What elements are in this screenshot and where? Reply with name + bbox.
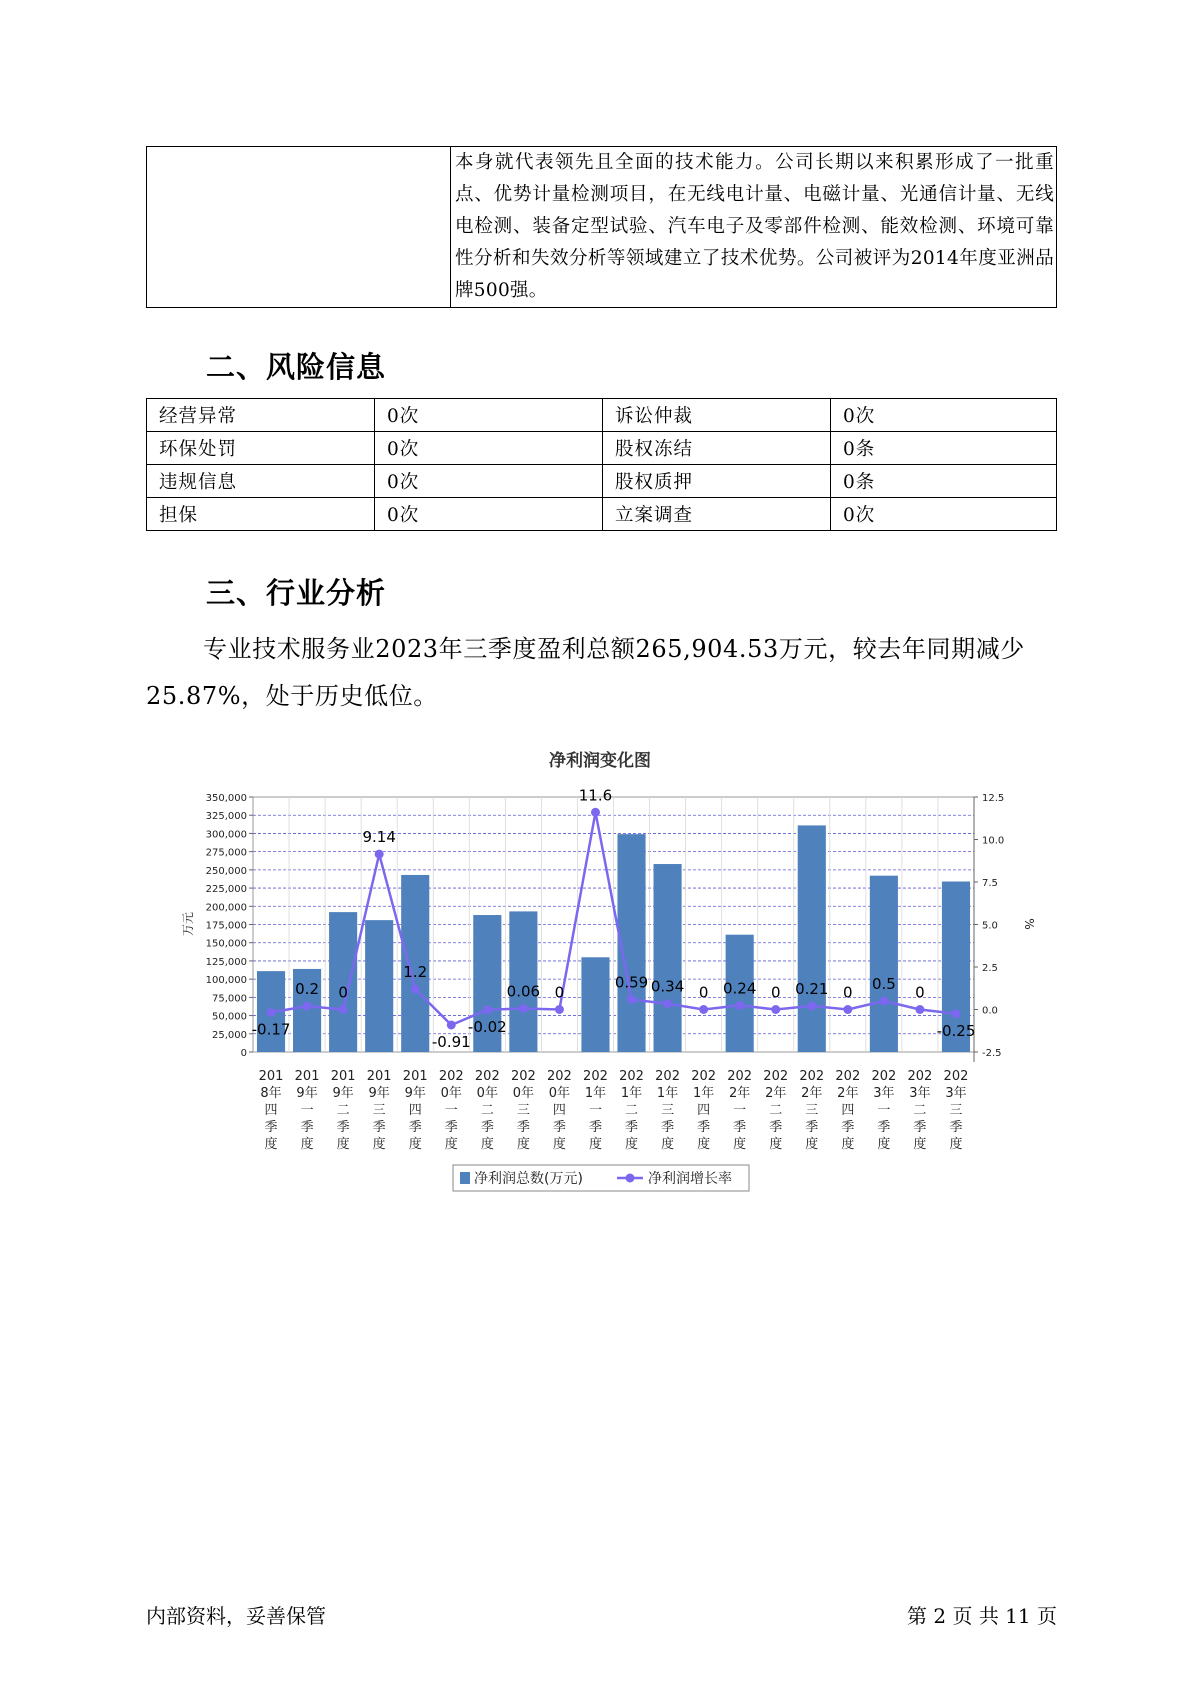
y2-tick-label: 0.0 — [982, 1005, 998, 1017]
y-tick-label: 0 — [240, 1048, 247, 1059]
growth-rate-data-label: 0.2 — [295, 980, 320, 999]
growth-rate-data-label: 11.6 — [578, 786, 613, 805]
x-tick-label: 202 2年三季度 — [799, 1069, 825, 1152]
risk-value: 0条 — [831, 465, 1057, 498]
bar — [798, 825, 826, 1052]
growth-rate-point — [663, 999, 672, 1008]
y-axis-label: 万元 — [181, 911, 195, 937]
bar — [581, 957, 609, 1052]
growth-rate-data-label: 0.59 — [614, 973, 649, 992]
y-tick-label: 225,000 — [205, 884, 247, 896]
y2-tick-label: 7.5 — [982, 878, 998, 889]
risk-label: 股权质押 — [603, 465, 831, 498]
company-description: 本身就代表领先且全面的技术能力。公司长期以来积累形成了一批重点、优势计量检测项目，在无线电计量、电磁计量、光通信计量、无线电检测、装备定型试验、汽车电子及零部件检测、能效检测、环境可靠性分析和失效分析等领域建立了技术优势。公司被评为2014年度亚洲品牌500强。 — [455, 152, 1054, 301]
risk-value: 0条 — [831, 432, 1057, 465]
y2-tick-label: 10.0 — [982, 835, 1005, 847]
industry-analysis-paragraph: 专业技术服务业2023年三季度盈利总额265,904.53万元，较去年同期减少25.87%，处于历史低位。 — [146, 635, 1025, 710]
growth-rate-data-label: -0.02 — [467, 1017, 507, 1036]
y-tick-label: 200,000 — [205, 902, 247, 914]
y-tick-label: 100,000 — [205, 975, 247, 987]
legend-bar-label: 净利润总数(万元) — [474, 1171, 583, 1187]
footer-page-number: 第 2 页 共 11 页 — [907, 1604, 1057, 1628]
x-tick-label: 201 8年四季度 — [258, 1069, 284, 1152]
y-tick-label: 300,000 — [205, 829, 247, 841]
legend-line-label: 净利润增长率 — [648, 1171, 732, 1187]
industry-section-heading: 三、行业分析 — [206, 576, 387, 610]
risk-value: 0次 — [831, 399, 1057, 432]
growth-rate-point — [915, 1005, 924, 1014]
x-tick-label: 201 9年二季度 — [330, 1069, 356, 1152]
growth-rate-data-label: -0.17 — [251, 1020, 291, 1039]
growth-rate-point — [303, 1002, 312, 1011]
growth-rate-data-label: 0 — [698, 983, 709, 1002]
y-tick-label: 350,000 — [205, 793, 247, 804]
x-tick-label: 201 9年三季度 — [366, 1069, 392, 1152]
bar — [870, 876, 898, 1052]
growth-rate-data-label: 0.24 — [722, 979, 757, 998]
x-tick-label: 201 9年一季度 — [294, 1069, 320, 1152]
risk-value: 0次 — [375, 432, 603, 465]
growth-rate-data-label: 9.14 — [362, 828, 396, 847]
y-tick-label: 275,000 — [205, 847, 247, 859]
y-tick-label: 175,000 — [205, 920, 247, 932]
x-tick-label: 202 2年二季度 — [763, 1069, 789, 1152]
growth-rate-point — [483, 1005, 492, 1014]
growth-rate-point — [555, 1005, 564, 1014]
y-tick-label: 250,000 — [205, 865, 247, 877]
y2-tick-label: 12.5 — [982, 793, 1005, 804]
risk-label: 担保 — [147, 498, 375, 531]
y-tick-label: 125,000 — [205, 956, 247, 968]
bar — [365, 920, 393, 1052]
x-tick-label: 202 2年一季度 — [727, 1069, 753, 1152]
growth-rate-point — [627, 995, 636, 1004]
growth-rate-data-label: 1.2 — [403, 963, 428, 982]
risk-label: 环保处罚 — [147, 432, 375, 465]
growth-rate-point — [375, 850, 384, 859]
x-tick-label: 201 9年四季度 — [402, 1069, 428, 1152]
growth-rate-data-label: 0 — [770, 983, 781, 1002]
growth-rate-point — [339, 1005, 348, 1014]
x-tick-label: 202 0年四季度 — [547, 1069, 572, 1152]
risk-section-heading: 二、风险信息 — [206, 350, 387, 384]
growth-rate-point — [699, 1005, 708, 1014]
risk-label: 立案调查 — [603, 498, 831, 531]
footer-confidential-note: 内部资料，妥善保管 — [146, 1604, 326, 1628]
growth-rate-point — [411, 985, 420, 994]
x-tick-label: 202 1年四季度 — [691, 1069, 717, 1152]
growth-rate-data-label: 0 — [554, 983, 565, 1002]
y-tick-label: 150,000 — [205, 938, 247, 950]
growth-rate-point — [951, 1009, 960, 1018]
y2-axis-label: % — [1022, 918, 1036, 930]
growth-rate-data-label: 0 — [338, 983, 348, 1002]
y2-tick-label: 5.0 — [982, 920, 998, 932]
chart-title: 净利润变化图 — [549, 751, 651, 771]
growth-rate-point — [591, 808, 600, 817]
bar — [654, 864, 682, 1052]
growth-rate-point — [267, 1008, 276, 1017]
y-tick-label: 325,000 — [205, 811, 247, 823]
risk-label: 股权冻结 — [603, 432, 831, 465]
y-tick-label: 75,000 — [212, 993, 247, 1005]
y-tick-label: 25,000 — [212, 1029, 247, 1041]
bar — [329, 912, 357, 1052]
risk-label: 经营异常 — [147, 399, 375, 432]
y2-tick-label: -2.5 — [982, 1048, 1002, 1059]
legend-line-marker — [626, 1174, 635, 1183]
risk-value: 0次 — [375, 399, 603, 432]
x-tick-label: 202 3年一季度 — [871, 1069, 897, 1152]
growth-rate-data-label: 0.06 — [506, 982, 541, 1001]
y-tick-label: 50,000 — [212, 1011, 247, 1023]
x-tick-label: 202 1年三季度 — [655, 1069, 680, 1152]
growth-rate-point — [519, 1004, 528, 1013]
growth-rate-point — [447, 1020, 456, 1029]
x-tick-label: 202 0年一季度 — [438, 1069, 464, 1152]
risk-label: 诉讼仲裁 — [603, 399, 831, 432]
x-tick-label: 202 3年三季度 — [943, 1069, 969, 1152]
x-tick-label: 202 1年二季度 — [619, 1069, 644, 1152]
risk-value: 0次 — [375, 465, 603, 498]
growth-rate-data-label: -0.25 — [936, 1021, 976, 1040]
growth-rate-data-label: 0 — [915, 983, 925, 1002]
y2-tick-label: 2.5 — [982, 963, 998, 974]
risk-value: 0次 — [375, 498, 603, 531]
x-tick-label: 202 1年一季度 — [583, 1069, 608, 1152]
x-tick-label: 202 0年三季度 — [510, 1069, 536, 1152]
growth-rate-data-label: 0.34 — [650, 977, 685, 996]
growth-rate-point — [771, 1005, 780, 1014]
growth-rate-data-label: 0 — [843, 983, 853, 1002]
growth-rate-point — [735, 1001, 744, 1010]
growth-rate-point — [843, 1005, 852, 1014]
growth-rate-point — [879, 997, 888, 1006]
growth-rate-data-label: 0.21 — [795, 979, 829, 998]
growth-rate-point — [807, 1001, 816, 1010]
x-tick-label: 202 2年四季度 — [835, 1069, 861, 1152]
growth-rate-data-label: -0.91 — [431, 1032, 471, 1051]
x-tick-label: 202 3年二季度 — [907, 1069, 933, 1152]
risk-label: 违规信息 — [147, 465, 375, 498]
growth-rate-data-label: 0.5 — [871, 975, 896, 993]
x-tick-label: 202 0年二季度 — [474, 1069, 500, 1152]
legend-bar-swatch — [460, 1172, 470, 1184]
risk-value: 0次 — [831, 498, 1057, 531]
